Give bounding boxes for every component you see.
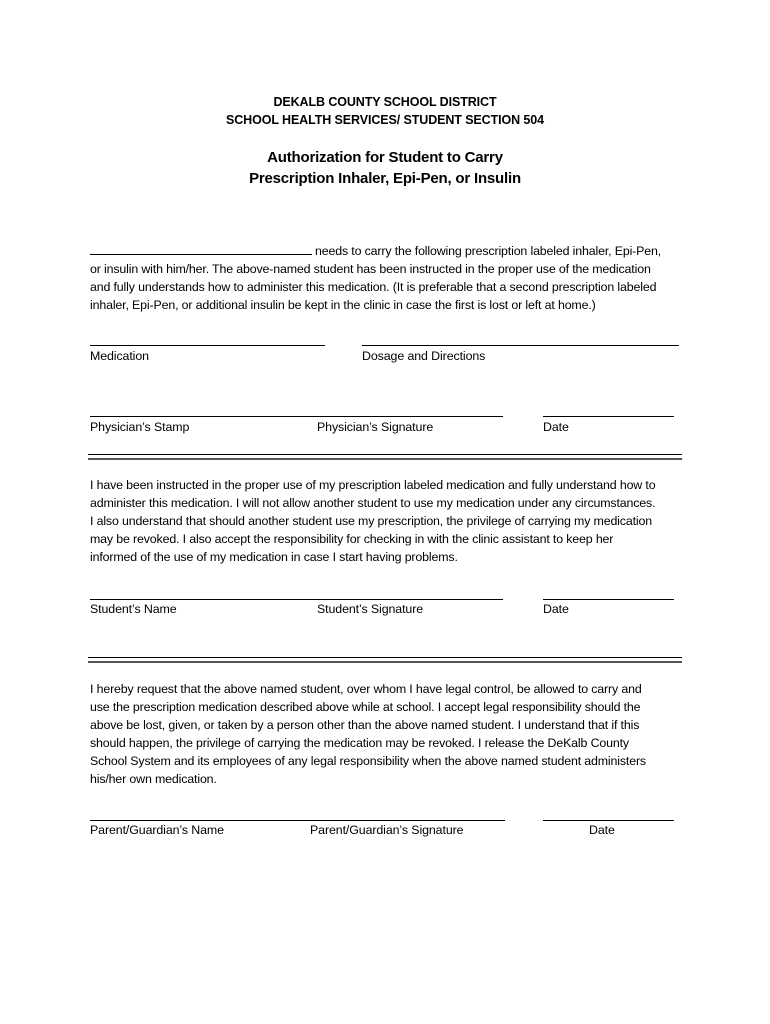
dosage-label: Dosage and Directions bbox=[362, 349, 486, 363]
form-title-line2: Prescription Inhaler, Epi-Pen, or Insulin bbox=[249, 170, 521, 187]
medication-label: Medication bbox=[90, 349, 149, 363]
student-date-line[interactable] bbox=[543, 599, 674, 600]
medication-line[interactable] bbox=[90, 345, 325, 346]
section-divider bbox=[88, 454, 682, 460]
student-name-label: Student’s Name bbox=[90, 602, 177, 616]
intro-first-line-text: needs to carry the following prescription labeled inhaler, Epi-Pen, bbox=[315, 244, 662, 258]
intro-paragraph: or insulin with him/her. The above-named student has been instructed in the proper use of the medication and fully understands how to administer this medication. (It is preferable that a second prescription labeled inhaler, Epi-Pen, or additional insulin be kept in the clinic in case the first is lost or left at home.) bbox=[90, 262, 657, 312]
parent-statement: I hereby request that the above named student, over whom I have legal control, be allowed to carry and use the prescription medication described above while at school. I accept legal responsibility should the above be lost, given, or taken by a person other than the above named student. I understand that if this should happen, the privilege of carrying the medication may be revoked. I release the DeKalb County School System and its employees of any legal responsibility when the above named student administers his/her own medication. bbox=[90, 682, 646, 786]
student-name-signature-line[interactable] bbox=[90, 599, 503, 600]
dosage-line[interactable] bbox=[362, 345, 679, 346]
physician-date-line[interactable] bbox=[543, 416, 674, 417]
student-signature-label: Student’s Signature bbox=[317, 602, 424, 616]
parent-name-label: Parent/Guardian’s Name bbox=[90, 823, 224, 837]
physician-signature-label: Physician’s Signature bbox=[317, 420, 434, 434]
student-date-label: Date bbox=[543, 602, 569, 616]
intro-first-line bbox=[90, 242, 690, 260]
section-divider bbox=[88, 657, 682, 663]
district-name: DEKALB COUNTY SCHOOL DISTRICT bbox=[273, 95, 497, 109]
student-name-blank[interactable] bbox=[90, 242, 312, 255]
parent-date-line[interactable] bbox=[543, 820, 674, 821]
physician-date-label: Date bbox=[543, 420, 569, 434]
form-title-line1: Authorization for Student to Carry bbox=[267, 149, 503, 166]
physician-stamp-signature-line[interactable] bbox=[90, 416, 503, 417]
parent-date-label: Date bbox=[589, 823, 615, 837]
student-statement: I have been instructed in the proper use of my prescription labeled medication and fully understand how to administer this medication. I will not allow another student to use my medication under any circumstances. I also understand that should another student use my prescription, the privilege of carrying my medication may be revoked. I also accept the responsibility for checking in with the clinic assistant to keep her informed of the use of my medication in case I start having problems. bbox=[90, 478, 656, 564]
parent-signature-label: Parent/Guardian’s Signature bbox=[310, 823, 464, 837]
physician-stamp-label: Physician’s Stamp bbox=[90, 420, 190, 434]
parent-name-signature-line[interactable] bbox=[90, 820, 505, 821]
department-name: SCHOOL HEALTH SERVICES/ STUDENT SECTION 504 bbox=[226, 113, 544, 127]
